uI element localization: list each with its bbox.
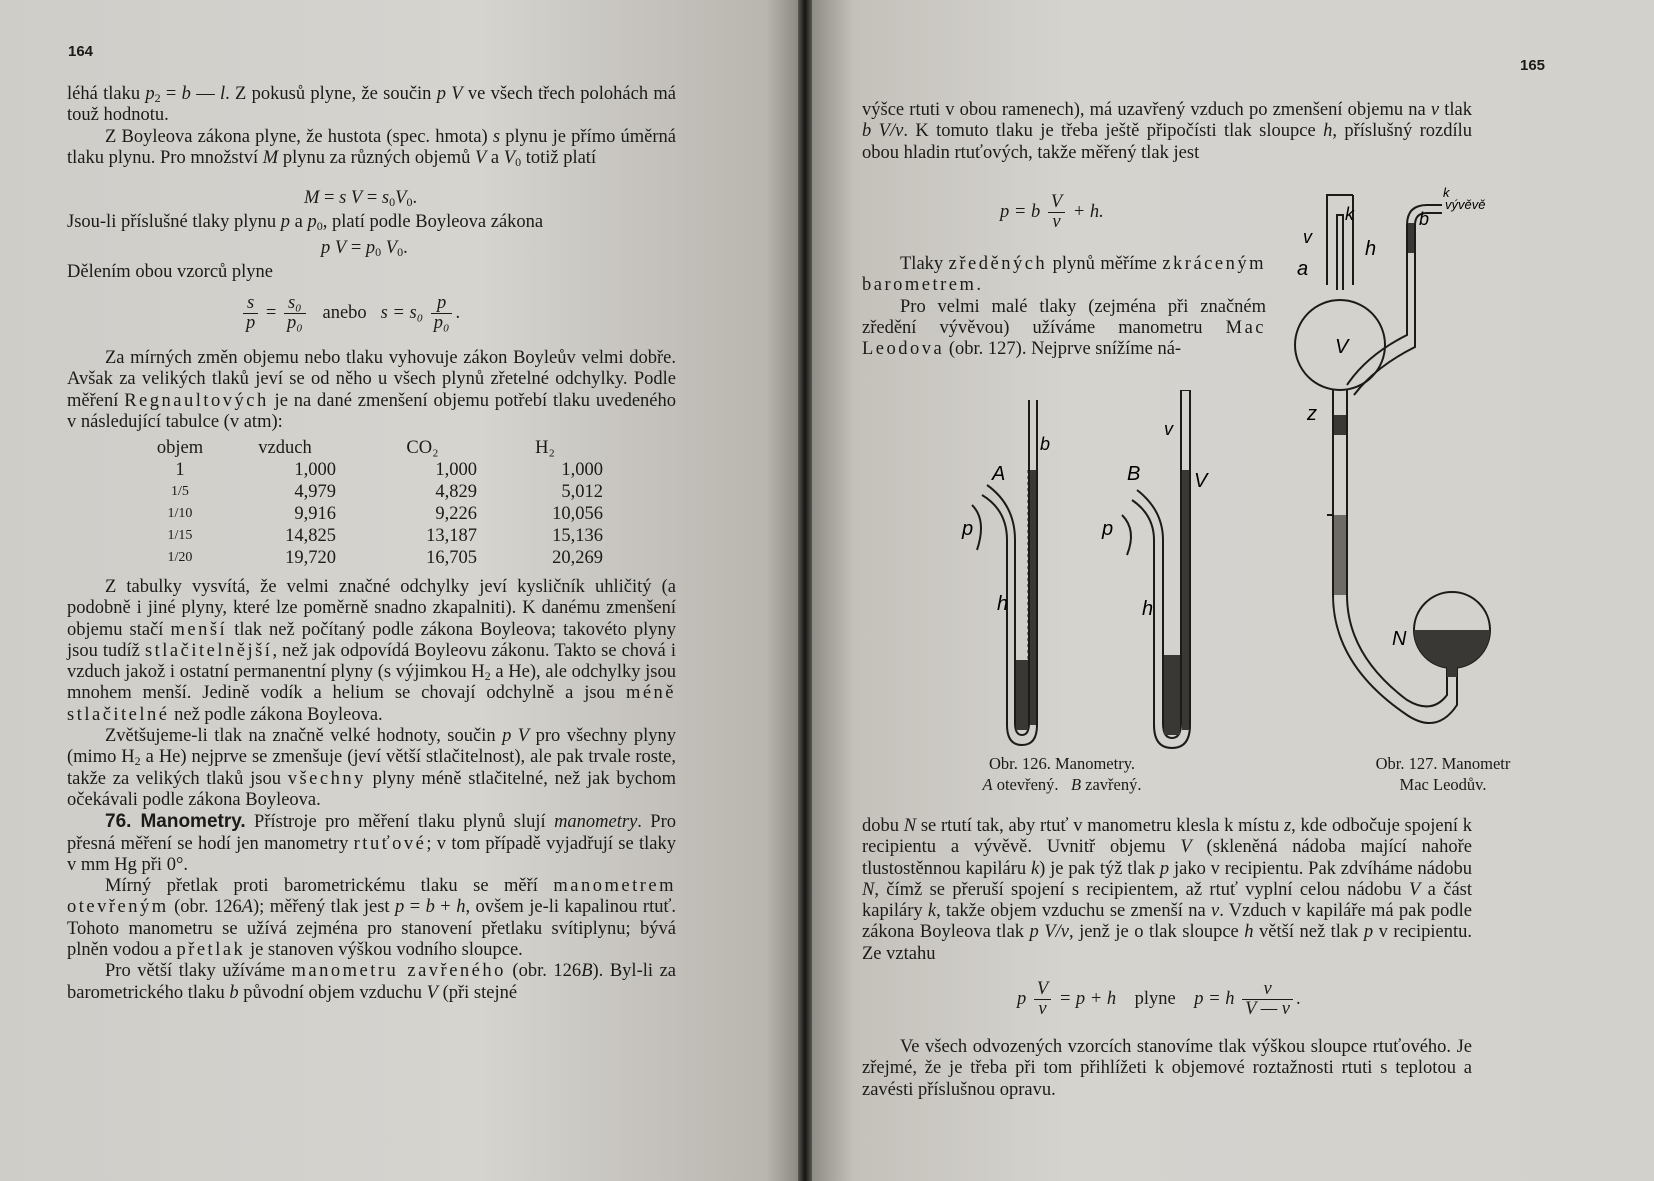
table-row <box>150 503 605 525</box>
left-text-block-2 <box>67 577 676 1004</box>
table-row <box>150 459 605 481</box>
caption-line: Obr. 126. Manometry. <box>988 754 1136 773</box>
table-cell: 1/5 <box>171 484 189 499</box>
equation-macleod: p $\frac{V}{v}$ = p + h plyne p = h $\frac{v}{V — v}$ . <box>1017 979 1301 1019</box>
section-heading: 76. Manometry. <box>105 811 246 833</box>
equation-boyle: p $V = p_0$ $V_0$. <box>321 238 408 259</box>
label-B: B <box>1127 463 1141 485</box>
table-cell: 16,705 <box>426 547 477 568</box>
label-v: v <box>1303 227 1312 247</box>
right-paragraph-1: výšce rtuti v obou ramenech), má uzavřený vzduch po zmenšení objemu na v tlak b V/v. K tomuto tlaku je třeba ještě připočísti tlak sloupce h, příslušný rozdílu obou hladin rtuťových, takže měřený tlak jest <box>862 100 1473 163</box>
right-paragraph-4: dobu N se rtutí tak, aby rtuť v manometru klesla k místu z, kde odbočuje spojení k recipientu a vývěvě. Uvnitř objemu V (skleněná nádoba mající nahoře tlustostěnnou kapiláru k) je pak týž tlak p jako v recipientu. Pak zdvíháme nádobu N, čímž se přeruší spojení s recipientem, až rtuť vyplní celou nádobu V a část kapiláry k, takže objem vzduchu se zmenší na v. Vzduch v kapiláře má pak podle zákona Boyleova tlak p V/v, jenž je o tlak sloupce h větší než tlak p v recipientu. Ze vztahu <box>862 816 1473 964</box>
table-row <box>150 547 605 569</box>
mercury-in-N <box>1414 630 1490 668</box>
table-header: CO₂ <box>406 437 439 458</box>
mercury-column-a <box>1030 470 1036 725</box>
table-cell: 15,136 <box>552 525 603 546</box>
table-cell: 10,056 <box>552 503 603 524</box>
label-h: h <box>1365 238 1377 260</box>
pressure-arrow-a <box>972 505 981 550</box>
right-paragraph-2: Tlaky zředěných plynů měříme zkráceným barometrem. <box>862 254 1266 296</box>
left-paragraph-6: Z tabulky vysvítá, že velmi značné odchylky jeví kysličník uhličitý (a podobně i jiné plyny, které lze poměrně snadno zkapalniti). K danému zmenšení objemu stačí menší tlak než počítaný podle zákona Boyleova; takovéto plyny jsou tudíž stlačitelnější, než jak odpovídá Boyleovu zákonu. Takto se chová i vzduch jakož i ostatní permanentní plyny (s výjimkou $H_2$ a He), ale odchylky jsou mnohem menší. Jedině vodík a helium se chovají odchylně a jsou méně stlačitelné než podle zákona Boyleova. <box>67 577 676 725</box>
table-cell: 9,226 <box>435 503 477 524</box>
table-cell: 13,187 <box>426 525 477 546</box>
pressure-arrow-b <box>1122 515 1131 555</box>
table-header: objem <box>156 437 204 458</box>
table-cell: 1/15 <box>167 528 193 543</box>
table-cell: 4,979 <box>294 481 336 502</box>
left-paragraph-2: Z Boyleova zákona plyne, že hustota (spec. hmota) s plynu je přímo úměrná tlaku plynu. Pro množství M plynu za různých objemů V a $V_0$ totiž platí <box>67 126 677 169</box>
mercury-neck <box>1447 665 1457 677</box>
table-header: vzduch <box>258 437 312 458</box>
table-row <box>150 481 605 503</box>
section-76-manometry: 76. Manometry. Přístroje pro měření tlaku plynů slují manometry. Pro přesná měření se hodí jen manometry rtuťové; v tom případě vyjadřují se tlaky v mm Hg při 0°. <box>67 811 677 875</box>
label-vyveve: vývěvě <box>1445 197 1486 212</box>
label-b: b <box>1419 209 1430 229</box>
label-V: V <box>1335 336 1349 358</box>
table-cell: 9,916 <box>294 503 336 524</box>
label-b: b <box>1040 434 1051 454</box>
caption-line: A otevřený. B zavřený. <box>982 775 1142 794</box>
label-V-b: V <box>1194 470 1208 492</box>
label-k-top: k <box>1443 185 1450 200</box>
figure-126-manometers <box>932 390 1192 755</box>
left-text-block-1 <box>67 84 676 169</box>
right-paragraph-3: Pro velmi malé tlaky (zejména při značném zředění vývěvou) užíváme manometru Mac Leodova (obr. 127). Nejprve snížíme ná- <box>862 296 1266 360</box>
caption-line: Mac Leodův. <box>1399 775 1487 794</box>
table-header-row <box>150 437 605 459</box>
left-paragraph-7: Zvětšujeme-li tlak na značně velké hodnoty, součin p V pro všechny plyny (mimo $H_2$ a He) nejprve se zmenšuje (jeví větší stlačitelnost), ale pak trvale roste, takže za velikých tlaků jsou všechny plyny méně stlačitelné, než jak bychom očekávali podle zákona Boyleova. <box>67 726 676 810</box>
label-a: a <box>1297 258 1309 280</box>
mercury-column-b-left <box>1164 655 1180 735</box>
label-A: A <box>992 463 1006 485</box>
label-p-b: p <box>1102 518 1114 540</box>
table-cell: 5,012 <box>561 481 603 502</box>
figure-126-caption <box>962 753 1162 795</box>
left-paragraph-3: Jsou-li příslušné tlaky plynu p a $p_0$, platí podle Boyleova zákona <box>67 212 544 233</box>
table-row <box>150 525 605 547</box>
left-paragraph-1: léhá tlaku $p_2 = b$ — l. Z pokusů plyne, že součin p V ve všech třech polohách má touž hodnotu. <box>67 84 676 126</box>
left-paragraph-9: Mírný přetlak proti barometrickému tlaku se měří manometrem otevřeným (obr. 126A); měřený tlak jest p = b + h, ovšem je-li kapalinou rtuť. Tohoto manometru se užívá zejména pro stanovení přetlaku svítiplynu; bývá plněn vodou a přetlak je stanoven výškou vodního sloupce. <box>67 876 676 961</box>
equation-density: $\frac{s}{p}$ = $\frac{\text{s₀}}{\text{p₀}}$ anebo s = s₀ $\frac{p}{\text{p₀}}$ . <box>240 294 460 333</box>
right-text-block-2 <box>862 254 1266 360</box>
left-paragraph-4: Dělením obou vzorců plyne <box>67 262 274 282</box>
page-number-right: 165 <box>1520 57 1546 74</box>
right-paragraph-5: Ve všech odvozených vzorcích stanovíme tlak výškou sloupce rtuťového. Je zřejmé, že je třeba při tom přihlížeti k objemové roztažnosti rtuti s teplotou a zavésti příslušnou opravu. <box>862 1037 1472 1100</box>
mercury-capillary <box>1408 223 1414 253</box>
label-v-b: v <box>1164 419 1173 439</box>
mercury-column-a-left <box>1016 660 1028 730</box>
left-paragraph-10: Pro větší tlaky užíváme manometru zavřeného (obr. 126B). Byl-li za barometrického tlaku b původní objem vzduchu V (při stejné <box>67 961 676 1003</box>
figure-127-caption <box>1348 753 1538 795</box>
table-cell: 1,000 <box>435 459 477 480</box>
table-cell: 14,825 <box>285 525 336 546</box>
left-paragraph-5: Za mírných změn objemu nebo tlaku vyhovuje zákon Boyleův velmi dobře. Avšak za velikých tlaků jeví se od něho u všech plynů zřetelné odchylky. Podle měření Regnaultových je na dané zmenšení objemu potřebí tlaku uvedeného v následující tabulce (v atm): <box>67 348 676 432</box>
table-cell: 1/10 <box>167 506 193 521</box>
equation-mass: M = s $V = s_0V_0$. <box>304 188 418 209</box>
mercury-level-z <box>1334 415 1346 435</box>
label-V-closed-manometer <box>1192 465 1222 495</box>
equation-closed-manometer: p = b $\frac{V}{v}$ + h. <box>1000 192 1104 232</box>
right-page <box>812 0 1654 1181</box>
left-page <box>0 0 798 1181</box>
table-cell: 1,000 <box>294 459 336 480</box>
table-cell: 20,269 <box>552 547 603 568</box>
label-k: k <box>1345 204 1354 224</box>
table-cell: 1,000 <box>561 459 603 480</box>
label-N: N <box>1392 628 1407 650</box>
page-number-left: 164 <box>68 43 94 60</box>
table-cell: 1 <box>175 459 185 480</box>
table-header: H₂ <box>535 437 555 458</box>
table-cell: 4,829 <box>435 481 477 502</box>
compressibility-table <box>150 437 605 569</box>
caption-line: Obr. 127. Manometr <box>1375 754 1511 773</box>
label-p-a: p <box>962 518 974 540</box>
table-cell: 19,720 <box>285 547 336 568</box>
mercury-column-b <box>1182 470 1189 730</box>
figure-127-macleod-manometer <box>1257 185 1577 755</box>
table-cell: 1/20 <box>167 550 193 565</box>
label-z: z <box>1307 403 1317 425</box>
book-spine <box>798 0 812 1181</box>
label-h-a: h <box>997 593 1009 615</box>
label-h-b: h <box>1142 598 1154 620</box>
mercury-tube <box>1334 515 1346 595</box>
